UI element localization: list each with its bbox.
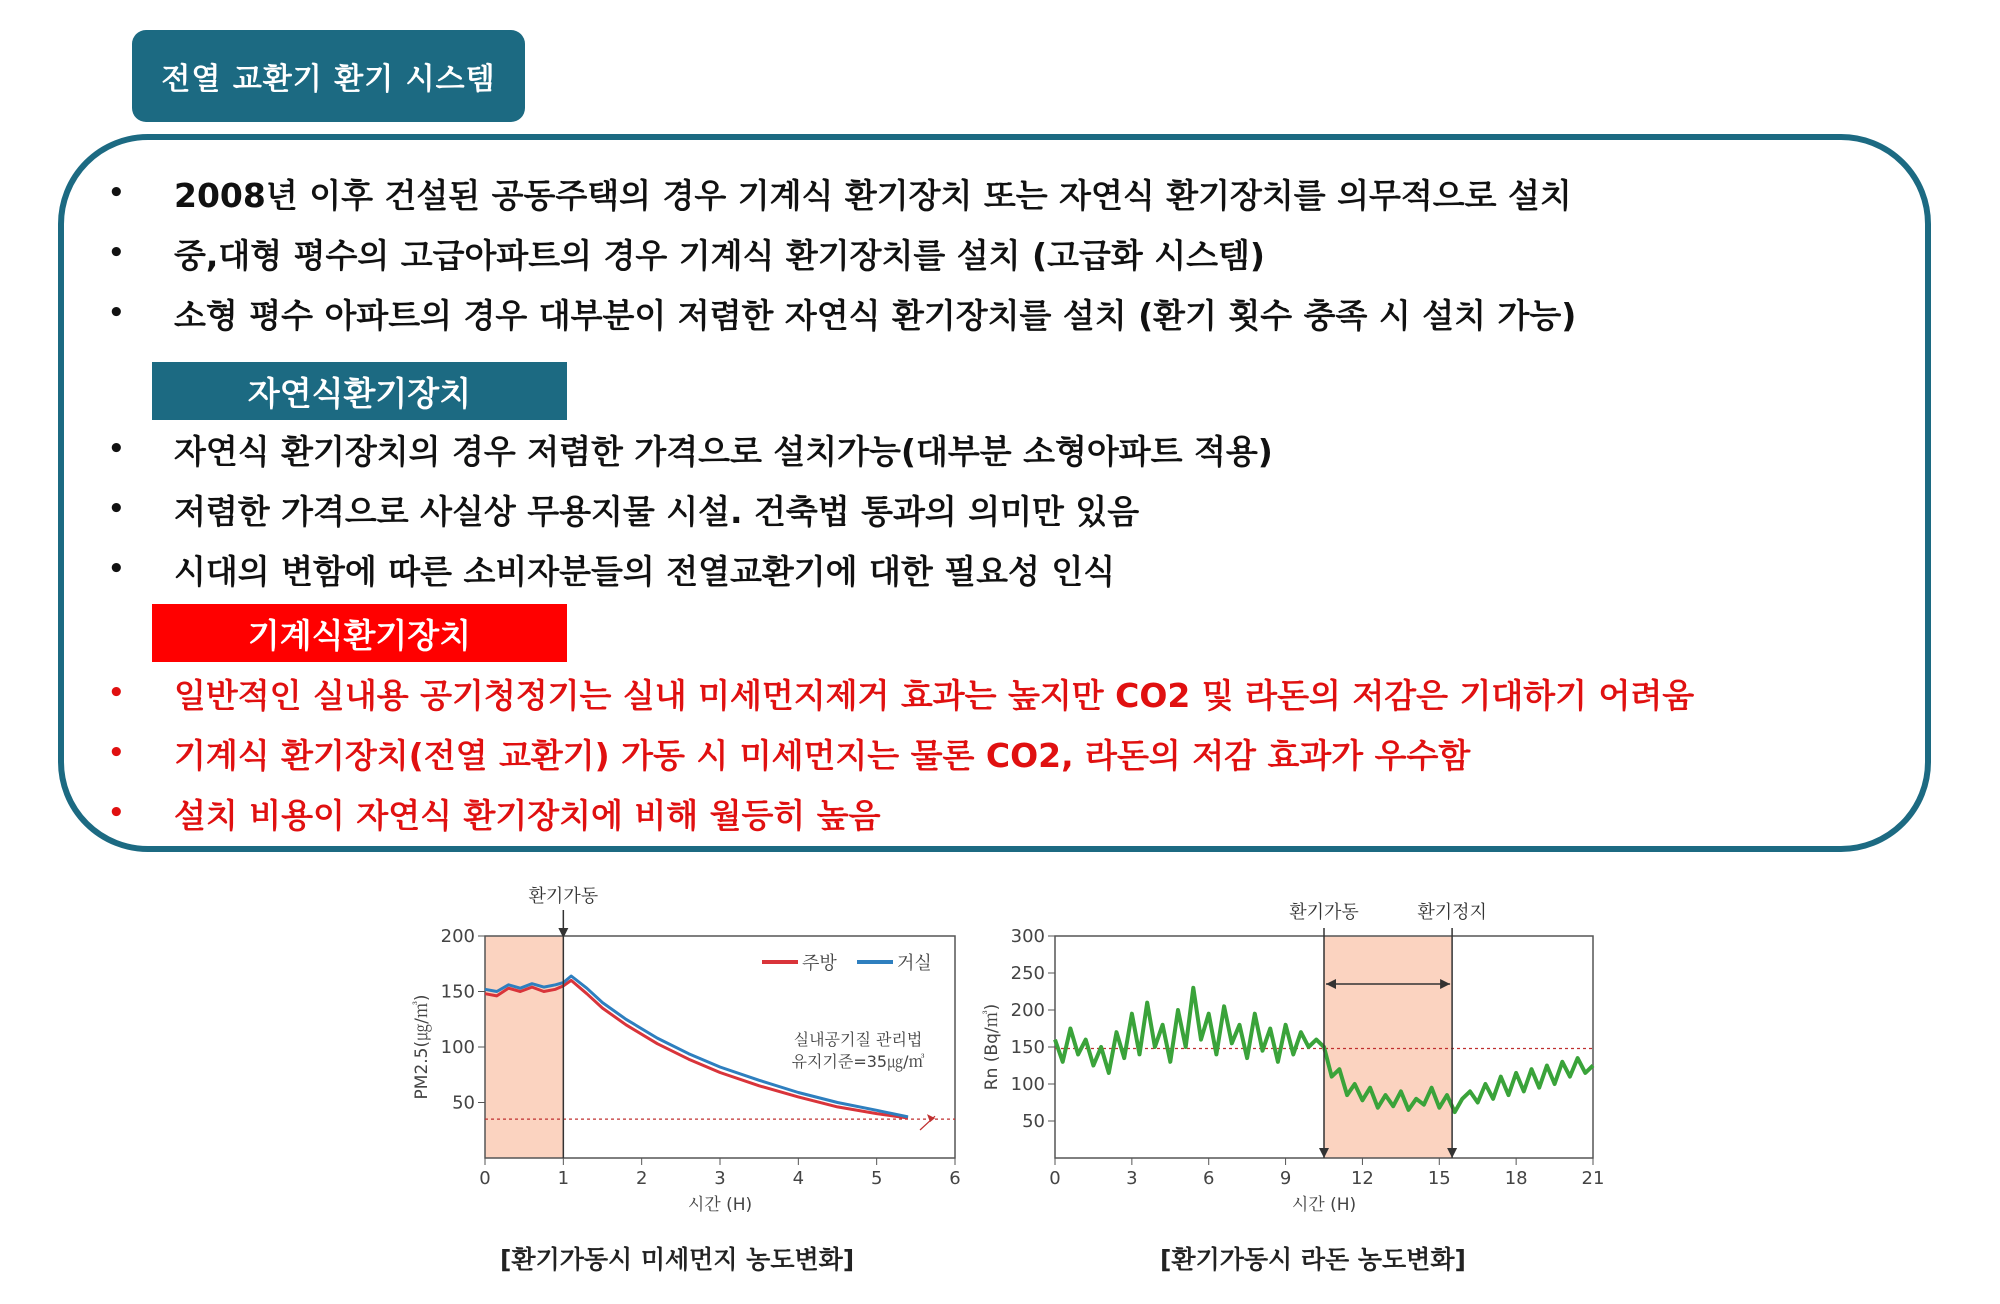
y-tick-label: 150 <box>1010 1037 1045 1058</box>
bullet-icon: • <box>108 738 125 768</box>
y-tick-label: 200 <box>1010 1000 1045 1021</box>
radon-chart-caption: [환기가동시 라돈 농도변화] <box>1160 1245 1466 1274</box>
x-tick-label: 9 <box>1279 1168 1292 1189</box>
event-label: 환기가동 <box>528 886 599 907</box>
mechanical-bullet <box>108 788 881 838</box>
x-tick-label: 4 <box>792 1168 805 1189</box>
mechanical-section-label: 기계식환기장치 <box>152 604 567 662</box>
shaded-region <box>485 936 563 1158</box>
x-tick-label: 12 <box>1350 1168 1374 1189</box>
bullet-icon: • <box>108 178 125 208</box>
x-tick-label: 0 <box>1049 1168 1061 1189</box>
natural-bullet <box>108 484 1139 534</box>
x-axis-label: 시간 (H) <box>687 1195 753 1215</box>
mechanical-bullet <box>108 728 1470 778</box>
legend-label: 주방 <box>802 953 837 974</box>
pm25-chart-caption: [환기가동시 미세먼지 농도변화] <box>500 1245 855 1274</box>
x-tick-label: 18 <box>1504 1168 1528 1189</box>
page-title: 전열 교환기 환기 시스템 <box>132 30 525 122</box>
intro-bullet-text: 중,대형 평수의 고급아파트의 경우 기계식 환기장치를 설치 (고급화 시스템) <box>174 235 1265 275</box>
intro-bullet <box>108 168 1572 218</box>
y-axis-label: PM2.5(㎍/㎥) <box>412 994 432 1100</box>
y-tick-label: 150 <box>440 981 475 1003</box>
start-label: 환기가동 <box>1289 902 1359 923</box>
bullet-icon: • <box>108 434 125 464</box>
x-tick-label: 0 <box>479 1168 491 1189</box>
bullet-icon: • <box>108 494 125 524</box>
natural-bullet-text: 저렴한 가격으로 사실상 무용지물 시설. 건축법 통과의 의미만 있음 <box>174 491 1140 531</box>
x-axis-label: 시간 (H) <box>1291 1195 1357 1215</box>
mechanical-bullet-text: 기계식 환기장치(전열 교환기) 가동 시 미세먼지는 물론 CO2, 라돈의 저감 효과가 우수함 <box>174 735 1471 775</box>
reference-note: 유지기준=35㎍/㎥ <box>791 1052 925 1071</box>
y-tick-label: 250 <box>1010 963 1045 984</box>
y-axis-label: Rn (Bq/㎥) <box>982 1003 1002 1091</box>
intro-bullet-text: 2008년 이후 건설된 공동주택의 경우 기계식 환기장치 또는 자연식 환기장치를 의무적으로 설치 <box>174 175 1572 215</box>
mechanical-bullet-text: 설치 비용이 자연식 환기장치에 비해 월등히 높음 <box>174 795 881 835</box>
stop-label: 환기정지 <box>1417 902 1487 923</box>
x-tick-label: 6 <box>1202 1168 1215 1189</box>
natural-bullet-text: 자연식 환기장치의 경우 저렴한 가격으로 설치가능(대부분 소형아파트 적용) <box>174 431 1273 471</box>
x-tick-label: 2 <box>635 1168 648 1189</box>
bullet-icon: • <box>108 798 125 828</box>
x-tick-label: 21 <box>1581 1168 1605 1189</box>
natural-bullet <box>108 424 1273 474</box>
mechanical-bullet <box>108 668 1694 718</box>
y-tick-label: 200 <box>440 926 475 947</box>
x-tick-label: 5 <box>870 1168 883 1189</box>
intro-bullet <box>108 228 1265 278</box>
intro-bullet <box>108 288 1576 338</box>
reference-note: 실내공기질 관리법 <box>793 1030 923 1049</box>
intro-bullet-text: 소형 평수 아파트의 경우 대부분이 저렴한 자연식 환기장치를 설치 (환기 횟수 충족 시 설치 가능) <box>174 295 1577 335</box>
natural-bullet-text: 시대의 변함에 따른 소비자분들의 전열교환기에 대한 필요성 인식 <box>174 551 1116 591</box>
y-tick-label: 50 <box>452 1092 475 1114</box>
bullet-icon: • <box>108 678 125 708</box>
bullet-icon: • <box>108 238 125 268</box>
bullet-icon: • <box>108 554 125 584</box>
y-tick-label: 100 <box>440 1037 475 1058</box>
y-tick-label: 100 <box>1010 1074 1045 1095</box>
reference-arrow-icon <box>927 1114 935 1122</box>
mechanical-bullet-text: 일반적인 실내용 공기청정기는 실내 미세먼지제거 효과는 높지만 CO2 및 라돈의 저감은 기대하기 어려움 <box>174 675 1695 715</box>
x-tick-label: 1 <box>557 1168 570 1189</box>
radon-chart <box>975 880 1615 1220</box>
shaded-region <box>1324 936 1452 1158</box>
x-tick-label: 3 <box>714 1168 726 1189</box>
legend-label: 거실 <box>897 953 932 974</box>
x-tick-label: 3 <box>1126 1168 1138 1189</box>
y-tick-label: 300 <box>1010 926 1045 947</box>
x-tick-label: 15 <box>1427 1168 1451 1189</box>
natural-section-label: 자연식환기장치 <box>152 362 567 420</box>
natural-bullet <box>108 544 1115 594</box>
y-tick-label: 50 <box>1022 1111 1045 1132</box>
bullet-icon: • <box>108 298 125 328</box>
x-tick-label: 6 <box>949 1168 961 1189</box>
pm25-chart <box>390 880 980 1220</box>
